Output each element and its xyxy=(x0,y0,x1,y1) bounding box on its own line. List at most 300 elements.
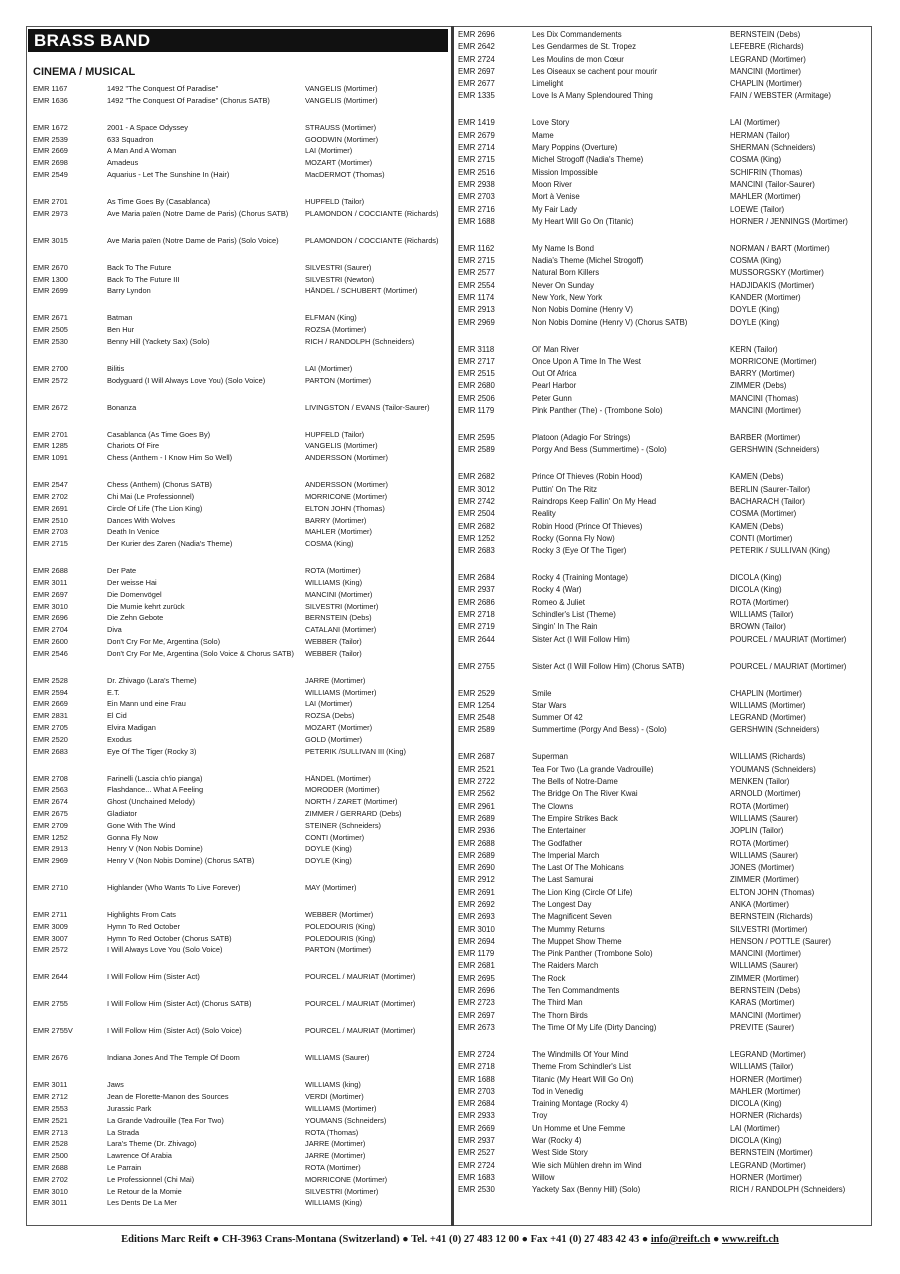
entry-title: The Magnificent Seven xyxy=(532,912,612,922)
entry-code: EMR 2563 xyxy=(33,785,68,795)
entry-code: EMR 1091 xyxy=(33,453,68,463)
entry-code: EMR 3015 xyxy=(33,235,68,245)
entry-title: Troy xyxy=(532,1111,548,1121)
entry-title: Once Upon A Time In The West xyxy=(532,356,641,366)
catalog-entry xyxy=(33,1026,445,1050)
catalog-entry xyxy=(458,345,868,355)
entry-composer: MORODER (Mortimer) xyxy=(305,785,380,795)
entry-code: EMR 2548 xyxy=(458,713,495,723)
entry-code: EMR 2691 xyxy=(458,887,495,897)
entry-composer: PETERIK / SULLIVAN (King) xyxy=(730,546,830,556)
entry-composer: BERNSTEIN (Richards) xyxy=(730,912,813,922)
entry-composer: WILLIAMS (Saurer) xyxy=(305,1053,370,1063)
catalog-entry xyxy=(33,566,445,575)
entry-composer: LAI (Mortimer) xyxy=(730,1123,780,1133)
entry-title: Flashdance... What A Feeling xyxy=(107,785,204,795)
entry-composer: JOPLIN (Tailor) xyxy=(730,826,784,836)
entry-composer: WILLIAMS (Mortimer) xyxy=(305,1103,377,1113)
entry-title: Raindrops Keep Fallin' On My Head xyxy=(532,496,657,506)
entry-composer: MANCINI (Thomas) xyxy=(730,393,799,403)
entry-title: Don't Cry For Me, Argentina (Solo) xyxy=(107,636,221,646)
entry-code: EMR 2644 xyxy=(33,972,68,982)
catalog-entry xyxy=(458,1075,868,1085)
catalog-entry xyxy=(458,281,868,291)
entry-code: EMR 2521 xyxy=(458,764,495,774)
entry-code: EMR 2529 xyxy=(458,688,495,698)
entry-composer: KANDER (Mortimer) xyxy=(730,293,801,303)
catalog-entry xyxy=(33,578,445,587)
catalog-entry xyxy=(33,676,445,685)
catalog-entry xyxy=(458,912,868,922)
entry-title: La Grande Vadrouille (Tea For Two) xyxy=(107,1115,224,1125)
catalog-entry xyxy=(458,433,868,443)
entry-title: The Bells of Notre-Dame xyxy=(532,777,618,787)
catalog-entry xyxy=(33,170,445,194)
entry-composer: YOUMANS (Schneiders) xyxy=(730,764,816,774)
entry-code: EMR 2521 xyxy=(33,1115,68,1125)
entry-title: The Raiders March xyxy=(532,961,599,971)
entry-composer: ROTA (Mortimer) xyxy=(305,1162,361,1172)
entry-composer: ZIMMER (Mortimer) xyxy=(730,973,799,983)
entry-code: EMR 1335 xyxy=(458,91,495,101)
entry-title: Chi Mai (Le Professionnel) xyxy=(107,492,195,502)
entry-composer: RICH / RANDOLPH (Schneiders) xyxy=(305,336,415,346)
entry-composer: CHAPLIN (Mortimer) xyxy=(730,79,802,89)
entry-composer: LOEWE (Tailor) xyxy=(730,204,785,214)
entry-code: EMR 2755 xyxy=(33,999,68,1009)
entry-code: EMR 2702 xyxy=(33,1174,68,1184)
entry-composer: STRAUSS (Mortimer) xyxy=(305,122,377,132)
entry-code: EMR 1174 xyxy=(458,293,495,303)
entry-code: EMR 2589 xyxy=(458,725,495,735)
entry-title: Bonanza xyxy=(107,402,137,412)
catalog-entry xyxy=(33,158,445,167)
catalog-entry xyxy=(33,844,445,853)
entry-title: The Ten Commandments xyxy=(532,986,620,996)
entry-code: EMR 2642 xyxy=(458,42,495,52)
entry-code: EMR 2693 xyxy=(458,912,495,922)
catalog-entry xyxy=(33,123,445,132)
entry-code: EMR 2912 xyxy=(458,875,495,885)
entry-composer: POURCEL / MAURIAT (Mortimer) xyxy=(305,999,416,1009)
entry-composer: ANDERSSON (Mortimer) xyxy=(305,453,388,463)
catalog-entry xyxy=(458,986,868,996)
entry-code: EMR 2717 xyxy=(458,356,495,366)
entry-title: Ol' Man River xyxy=(532,344,579,354)
catalog-entry xyxy=(33,972,445,996)
entry-code: EMR 2516 xyxy=(458,167,495,177)
entry-title: Casablanca (As Time Goes By) xyxy=(107,429,211,439)
catalog-entry xyxy=(33,146,445,155)
entry-code: EMR 1167 xyxy=(33,84,68,93)
entry-composer: JONES (Mortimer) xyxy=(730,863,795,873)
entry-code: EMR 2961 xyxy=(458,801,495,811)
catalog-entry xyxy=(33,883,445,907)
entry-title: Der Kurier des Zaren (Nadia's Theme) xyxy=(107,539,233,549)
entry-code: EMR 2703 xyxy=(458,1086,495,1096)
entry-composer: POLEDOURIS (King) xyxy=(305,933,376,943)
catalog-entry xyxy=(458,925,868,935)
entry-title: Michel Strogoff (Nadia's Theme) xyxy=(532,155,644,165)
entry-title: Love Story xyxy=(532,118,570,128)
entry-code: EMR 2702 xyxy=(33,492,68,502)
entry-code: EMR 3011 xyxy=(33,577,68,587)
catalog-entry xyxy=(458,585,868,595)
entry-title: As Time Goes By (Casablanca) xyxy=(107,196,211,206)
catalog-entry xyxy=(458,30,868,40)
entry-title: The Mummy Returns xyxy=(532,924,605,934)
entry-code: EMR 2500 xyxy=(33,1151,68,1161)
entry-title: 2001 - A Space Odyssey xyxy=(107,122,188,132)
catalog-entry xyxy=(458,725,868,749)
entry-code: EMR 1636 xyxy=(33,95,68,105)
catalog-entry xyxy=(458,598,868,608)
catalog-entry xyxy=(458,713,868,723)
entry-code: EMR 1688 xyxy=(458,1074,495,1084)
entry-title: Jurassic Park xyxy=(107,1103,152,1113)
catalog-entry xyxy=(33,821,445,830)
entry-code: EMR 2506 xyxy=(458,393,495,403)
entry-composer: ANDERSSON (Mortimer) xyxy=(305,480,388,490)
column-divider xyxy=(451,26,454,1226)
entry-code: EMR 2715 xyxy=(458,155,495,165)
catalog-entry xyxy=(458,1111,868,1121)
entry-code: EMR 2687 xyxy=(458,752,495,762)
entry-code: EMR 2724 xyxy=(458,54,495,64)
entry-code: EMR 3011 xyxy=(33,1198,68,1208)
entry-code: EMR 2680 xyxy=(458,381,495,391)
entry-composer: PARTON (Mortimer) xyxy=(305,945,372,955)
entry-composer: PLAMONDON / COCCIANTE (Richards) xyxy=(305,208,439,218)
catalog-entry xyxy=(33,711,445,720)
entry-composer: RICH / RANDOLPH (Schneiders) xyxy=(730,1185,846,1195)
catalog-entry xyxy=(458,180,868,190)
entry-title: Summer Of 42 xyxy=(532,713,583,723)
entry-code: EMR 2698 xyxy=(33,158,68,168)
entry-composer: KAMEN (Debs) xyxy=(730,521,784,531)
entry-title: The Last Samurai xyxy=(532,875,594,885)
entry-title: Exodus xyxy=(107,734,132,744)
entry-title: Ave Maria païen (Notre Dame de Paris) (Chorus SATB) xyxy=(107,208,289,218)
catalog-entry xyxy=(33,1128,445,1137)
entry-composer: MENKEN (Tailor) xyxy=(730,777,790,787)
entry-title: El Cid xyxy=(107,711,127,721)
entry-composer: DOYLE (King) xyxy=(730,305,780,315)
entry-code: EMR 2715 xyxy=(458,256,495,266)
entry-composer: LIVINGSTON / EVANS (Tailor-Saurer) xyxy=(305,402,430,412)
entry-title: Les Dents De La Mer xyxy=(107,1198,177,1208)
catalog-entry xyxy=(458,1161,868,1171)
entry-composer: HENSON / POTTLE (Saurer) xyxy=(730,936,831,946)
entry-composer: MOZART (Mortimer) xyxy=(305,158,373,168)
entry-composer: MOZART (Mortimer) xyxy=(305,722,373,732)
entry-composer: VANGELIS (Mortimer) xyxy=(305,84,378,93)
entry-composer: WEBBER (Mortimer) xyxy=(305,910,374,920)
entry-composer: GERSHWIN (Schneiders) xyxy=(730,725,820,735)
entry-composer: LAI (Mortimer) xyxy=(305,363,353,373)
entry-code: EMR 3010 xyxy=(33,601,68,611)
catalog-entry xyxy=(458,573,868,583)
right-catalog-column xyxy=(458,30,868,1212)
catalog-entry xyxy=(458,826,868,836)
entry-composer: MANCINI (Mortimer) xyxy=(730,406,802,416)
entry-title: Un Homme et Une Femme xyxy=(532,1123,626,1133)
entry-code: EMR 2520 xyxy=(33,734,68,744)
entry-title: Rocky (Gonna Fly Now) xyxy=(532,533,615,543)
entry-title: I Will Follow Him (Sister Act) xyxy=(107,972,200,982)
entry-title: The Last Of The Mohicans xyxy=(532,863,624,873)
entry-code: EMR 2688 xyxy=(458,838,495,848)
entry-code: EMR 2703 xyxy=(33,527,68,537)
entry-composer: WEBBER (Tailor) xyxy=(305,648,362,658)
entry-code: EMR 2933 xyxy=(458,1111,495,1121)
entry-code: EMR 2722 xyxy=(458,777,495,787)
entry-composer: JARRE (Mortimer) xyxy=(305,1151,366,1161)
entry-title: 1492 "The Conquest Of Paradise" (Chorus SATB) xyxy=(107,95,270,105)
catalog-entry xyxy=(33,1151,445,1160)
entry-composer: MORRICONE (Mortimer) xyxy=(305,1174,388,1184)
entry-title: Le Retour de la Momie xyxy=(107,1186,182,1196)
entry-title: The Bridge On The River Kwai xyxy=(532,789,638,799)
catalog-entry xyxy=(33,1116,445,1125)
entry-composer: BROWN (Tailor) xyxy=(730,622,786,632)
entry-composer: WILLIAMS (Richards) xyxy=(730,752,806,762)
catalog-entry xyxy=(458,851,868,861)
entry-composer: WILLIAMS (Saurer) xyxy=(730,850,799,860)
entry-code: EMR 2704 xyxy=(33,625,68,635)
entry-composer: DOYLE (King) xyxy=(305,844,352,854)
entry-composer: BERNSTEIN (Debs) xyxy=(730,986,801,996)
entry-code: EMR 2684 xyxy=(458,1099,495,1109)
catalog-entry xyxy=(33,275,445,284)
catalog-entry xyxy=(458,1011,868,1021)
entry-code: EMR 2676 xyxy=(33,1053,68,1063)
entry-code: EMR 2669 xyxy=(458,1123,495,1133)
entry-composer: BARRY (Mortimer) xyxy=(730,369,795,379)
entry-title: Reality xyxy=(532,509,556,519)
catalog-entry xyxy=(458,406,868,430)
catalog-entry xyxy=(33,325,445,334)
catalog-entry xyxy=(458,888,868,898)
entry-title: Don't Cry For Me, Argentina (Solo Voice & Chorus SATB) xyxy=(107,648,294,658)
entry-code: EMR 3118 xyxy=(458,344,495,354)
entry-code: EMR 2697 xyxy=(33,589,68,599)
entry-title: Robin Hood (Prince Of Thieves) xyxy=(532,521,643,531)
entry-composer: GOODWIN (Mortimer) xyxy=(305,134,379,144)
entry-title: The Imperial March xyxy=(532,850,600,860)
entry-title: Schindler's List (Theme) xyxy=(532,610,616,619)
catalog-entry xyxy=(33,934,445,943)
entry-code: EMR 2688 xyxy=(33,566,68,576)
entry-code: EMR 2679 xyxy=(458,130,495,140)
catalog-entry xyxy=(458,974,868,984)
entry-composer: WILLIAMS (Saurer) xyxy=(730,961,799,971)
entry-code: EMR 1285 xyxy=(33,441,68,451)
catalog-entry xyxy=(458,998,868,1008)
entry-code: EMR 1179 xyxy=(458,406,495,416)
entry-title: The Entertainer xyxy=(532,826,586,836)
entry-composer: SHERMAN (Schneiders) xyxy=(730,143,816,153)
entry-code: EMR 2714 xyxy=(458,143,495,153)
entry-composer: SILVESTRI (Newton) xyxy=(305,274,375,284)
entry-code: EMR 2577 xyxy=(458,268,495,278)
entry-composer: HUPFELD (Tailor) xyxy=(305,196,365,206)
entry-composer: SILVESTRI (Mortimer) xyxy=(730,924,808,934)
entry-code: EMR 2696 xyxy=(33,613,68,623)
entry-title: Platoon (Adagio For Strings) xyxy=(532,433,631,443)
entry-composer: HORNER (Richards) xyxy=(730,1111,802,1121)
entry-code: EMR 3010 xyxy=(33,1186,68,1196)
catalog-entry xyxy=(33,809,445,818)
entry-composer: CHAPLIN (Mortimer) xyxy=(730,688,802,698)
entry-code: EMR 2755 xyxy=(458,661,495,671)
entry-title: Pink Panther (The) - (Trombone Solo) xyxy=(532,406,663,416)
entry-title: Mort à Venise xyxy=(532,192,580,202)
entry-composer: ZIMMER (Mortimer) xyxy=(730,875,799,885)
entry-title: Barry Lyndon xyxy=(107,286,151,296)
catalog-entry xyxy=(33,735,445,744)
catalog-entry xyxy=(33,236,445,260)
catalog-entry xyxy=(458,357,868,367)
left-catalog-column xyxy=(33,84,445,1210)
catalog-entry xyxy=(458,814,868,824)
entry-composer: POURCEL / MAURIAT (Mortimer) xyxy=(730,634,847,644)
entry-code: EMR 3012 xyxy=(458,484,495,494)
entry-title: Theme From Schindler's List xyxy=(532,1062,631,1072)
entry-composer: KAMEN (Debs) xyxy=(730,472,784,482)
catalog-entry xyxy=(458,79,868,89)
entry-title: Romeo & Juliet xyxy=(532,597,585,607)
catalog-entry xyxy=(458,1087,868,1097)
entry-code: EMR 2672 xyxy=(33,402,68,412)
entry-title: The Thorn Birds xyxy=(532,1010,588,1020)
entry-composer: LAI (Mortimer) xyxy=(730,118,780,128)
entry-composer: WILLIAMS (Tailor) xyxy=(730,1062,794,1072)
entry-code: EMR 3010 xyxy=(458,924,495,934)
entry-code: EMR 2692 xyxy=(458,900,495,909)
catalog-entry xyxy=(458,1023,868,1047)
entry-code: EMR 2549 xyxy=(33,169,68,179)
entry-title: Ave Maria païen (Notre Dame de Paris) (Solo Voice) xyxy=(107,235,279,245)
entry-code: EMR 2742 xyxy=(458,496,495,506)
banner-title: BRASS BAND xyxy=(28,29,448,52)
entry-code: EMR 2691 xyxy=(33,503,68,513)
entry-composer: ARNOLD (Mortimer) xyxy=(730,789,801,799)
entry-title: The Empire Strikes Back xyxy=(532,813,618,823)
entry-title: Chess (Anthem - I Know Him So Well) xyxy=(107,453,233,463)
entry-composer: NORMAN / BART (Mortimer) xyxy=(730,243,830,253)
entry-composer: ROZSA (Debs) xyxy=(305,711,355,721)
entry-title: Wie sich Mühlen drehn im Wind xyxy=(532,1160,642,1170)
entry-code: EMR 1300 xyxy=(33,274,68,284)
catalog-entry xyxy=(458,217,868,241)
catalog-entry xyxy=(458,131,868,141)
entry-composer: ROTA (Mortimer) xyxy=(730,838,789,848)
entry-title: Les Gendarmes de St. Tropez xyxy=(532,42,637,52)
entry-composer: COSMA (King) xyxy=(305,539,354,549)
footer-web-link[interactable]: www.reift.ch xyxy=(721,1234,779,1245)
catalog-entry xyxy=(33,539,445,563)
entry-title: Limelight xyxy=(532,79,564,89)
entry-title: Titanic (My Heart Will Go On) xyxy=(532,1074,634,1084)
entry-composer: PREVITE (Saurer) xyxy=(730,1022,795,1032)
entry-composer: HORNER / JENNINGS (Mortimer) xyxy=(730,216,848,226)
entry-code: EMR 2677 xyxy=(458,79,495,89)
catalog-entry xyxy=(33,197,445,206)
entry-composer: BERNSTEIN (Debs) xyxy=(730,30,801,39)
catalog-entry xyxy=(458,1136,868,1146)
entry-title: I Will Always Love You (Solo Voice) xyxy=(107,945,223,955)
entry-composer: PARTON (Mortimer) xyxy=(305,375,372,385)
catalog-entry xyxy=(33,527,445,536)
entry-code: EMR 2696 xyxy=(458,986,495,996)
catalog-entry xyxy=(458,305,868,315)
entry-composer: LAI (Mortimer) xyxy=(305,699,353,709)
catalog-entry xyxy=(458,752,868,762)
catalog-entry xyxy=(33,286,445,310)
catalog-entry xyxy=(33,699,445,708)
entry-code: EMR 2938 xyxy=(458,179,495,189)
entry-title: A Man And A Woman xyxy=(107,146,177,156)
catalog-entry xyxy=(458,949,868,959)
catalog-entry xyxy=(458,1099,868,1109)
entry-title: Dr. Zhivago (Lara's Theme) xyxy=(107,675,197,685)
catalog-entry xyxy=(458,1050,868,1060)
entry-title: Non Nobis Domine (Henry V) xyxy=(532,305,633,315)
catalog-entry xyxy=(458,802,868,812)
entry-composer: PLAMONDON / COCCIANTE (Richards) xyxy=(305,235,439,245)
catalog-entry xyxy=(458,863,868,873)
entry-code: EMR 2709 xyxy=(33,820,68,830)
entry-code: EMR 2710 xyxy=(33,883,68,893)
entry-title: Les Moulins de mon Cœur xyxy=(532,54,624,64)
entry-composer: MANCINI (Mortimer) xyxy=(305,589,373,599)
entry-title: Lara's Theme (Dr. Zhivago) xyxy=(107,1139,197,1149)
entry-code: EMR 2562 xyxy=(458,789,495,799)
entry-code: EMR 2708 xyxy=(33,773,68,783)
entry-title: E.T. xyxy=(107,687,120,697)
footer-email-link[interactable]: info@reift.ch xyxy=(650,1234,711,1245)
entry-title: Farinelli (Lascia ch'io pianga) xyxy=(107,773,203,783)
entry-code: EMR 2530 xyxy=(33,336,68,346)
catalog-entry xyxy=(458,1148,868,1158)
entry-code: EMR 2724 xyxy=(458,1160,495,1170)
entry-title: 1492 "The Conquest Of Paradise" xyxy=(107,84,219,93)
catalog-entry xyxy=(33,504,445,513)
catalog-entry xyxy=(458,1173,868,1183)
entry-composer: NORTH / ZARET (Mortimer) xyxy=(305,797,398,807)
entry-code: EMR 2703 xyxy=(458,192,495,202)
entry-code: EMR 2595 xyxy=(458,433,495,443)
entry-title: Hymn To Red October xyxy=(107,921,180,931)
entry-title: New York, New York xyxy=(532,293,603,303)
entry-composer: HORNER (Mortimer) xyxy=(730,1172,802,1182)
entry-title: Die Zehn Gebote xyxy=(107,613,164,623)
entry-composer: WILLIAMS (Saurer) xyxy=(730,813,799,823)
entry-code: EMR 2689 xyxy=(458,813,495,823)
entry-composer: VERDI (Mortimer) xyxy=(305,1092,364,1102)
entry-title: La Strada xyxy=(107,1127,140,1137)
entry-title: Die Domenvögel xyxy=(107,589,162,599)
catalog-entry xyxy=(33,1080,445,1089)
entry-code: EMR 2674 xyxy=(33,797,68,807)
entry-code: EMR 2701 xyxy=(33,196,68,206)
catalog-entry xyxy=(33,774,445,783)
entry-code: EMR 2673 xyxy=(458,1022,495,1032)
catalog-entry xyxy=(33,1104,445,1113)
catalog-entry xyxy=(33,625,445,634)
entry-title: Ben Hur xyxy=(107,325,135,335)
